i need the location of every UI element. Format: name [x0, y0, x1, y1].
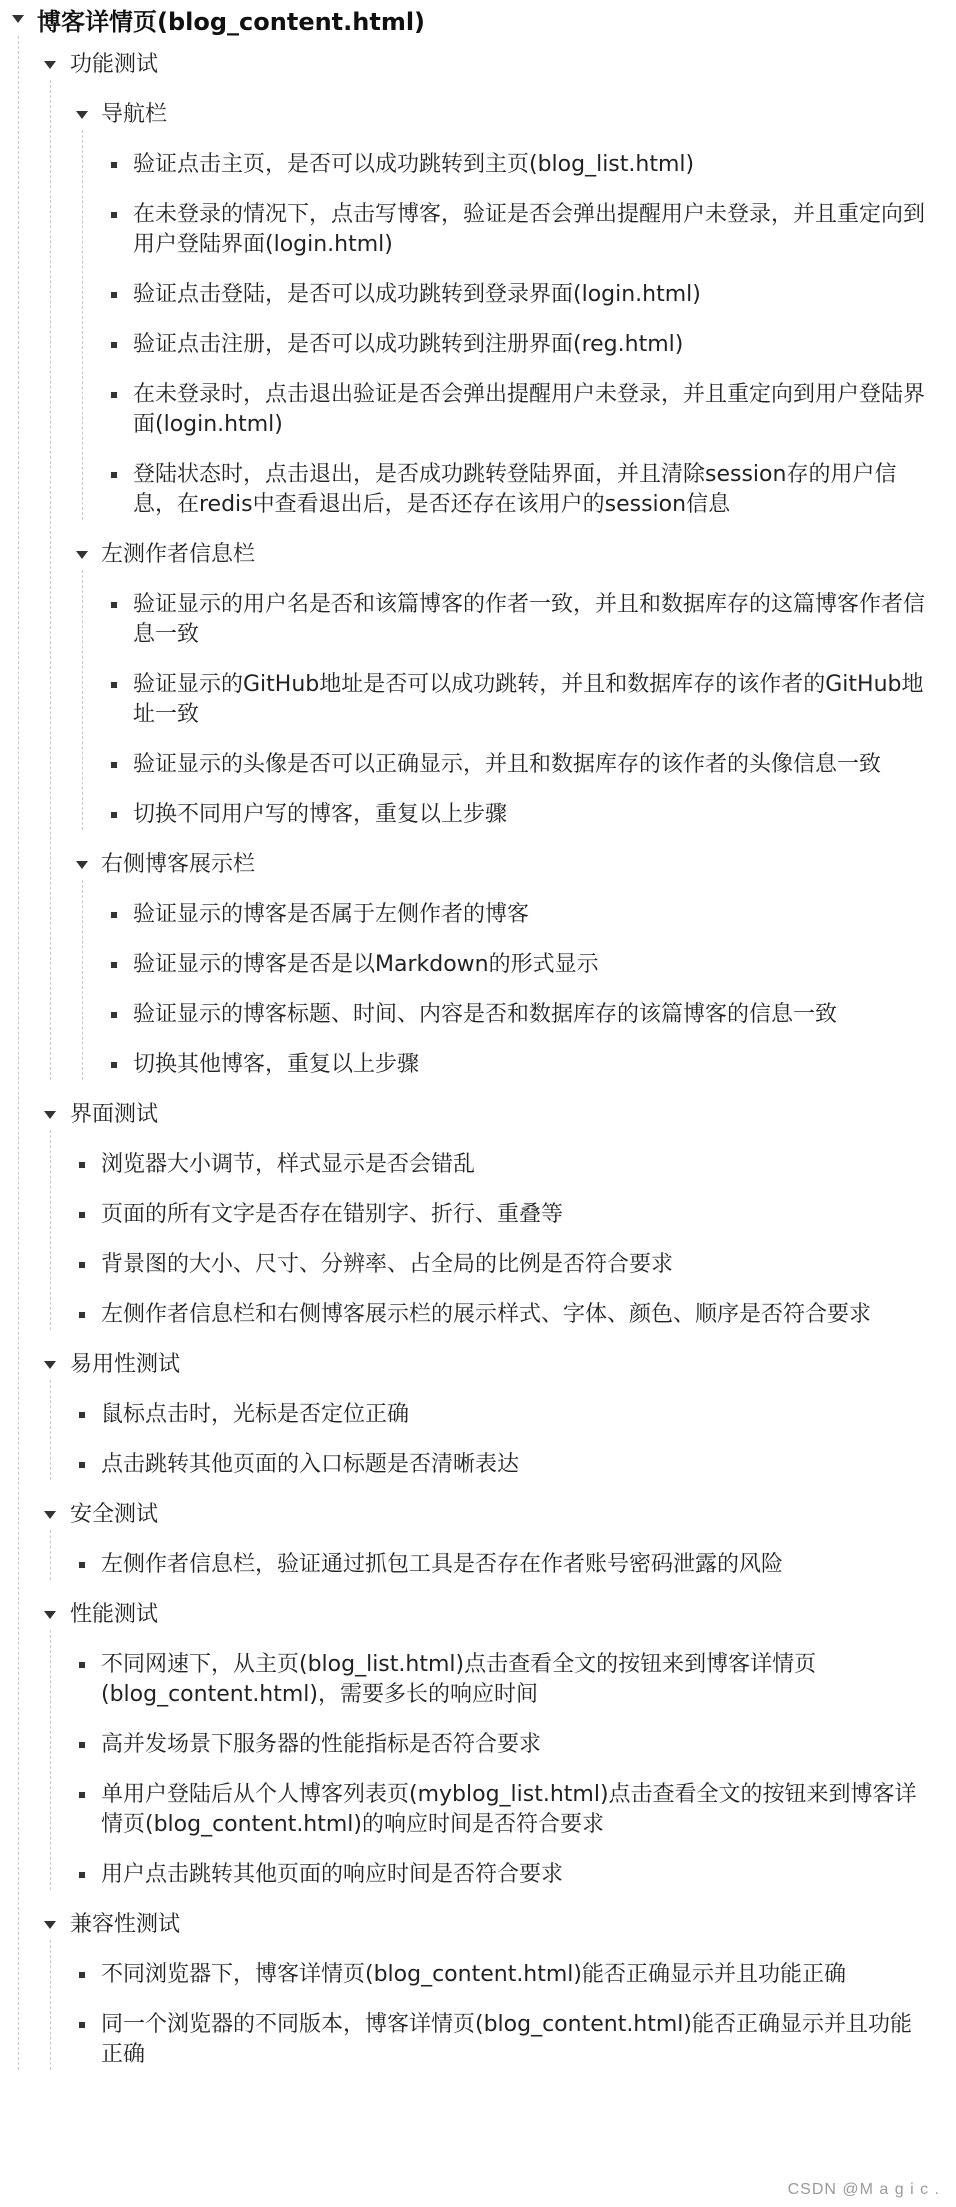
outline-item-text: 验证显示的博客是否是以Markdown的形式显示 — [133, 952, 599, 977]
caret-down-icon[interactable] — [44, 1111, 56, 1119]
outline-item-text: 不同网速下，从主页(blog_list.html)点击查看全文的按钮来到博客详情页(blog_content.html)，需要多长的响应时间 — [101, 1652, 817, 1707]
outline-item[interactable] — [0, 1030, 956, 1080]
outline-folder — [0, 36, 956, 1080]
outline-children — [0, 80, 956, 1080]
outline-item-text: 左侧作者信息栏，验证通过抓包工具是否存在作者账号密码泄露的风险 — [101, 1552, 784, 1577]
caret-down-icon[interactable] — [76, 111, 88, 119]
outline-item[interactable] — [0, 880, 956, 930]
outline-root-title: 博客详情页(blog_content.html) — [37, 8, 426, 36]
outline-folder-row[interactable] — [0, 1890, 956, 1940]
square-bullet-icon — [79, 1662, 85, 1668]
watermark: CSDN @M a g i c . — [787, 2181, 940, 2198]
outline-item[interactable] — [0, 1430, 956, 1480]
outline-item-text: 点击跳转其他页面的入口标题是否清晰表达 — [101, 1452, 520, 1477]
outline-item[interactable] — [0, 1630, 956, 1710]
square-bullet-icon — [79, 1562, 85, 1568]
caret-down-icon[interactable] — [44, 1361, 56, 1369]
outline-item[interactable] — [0, 310, 956, 360]
outline-item-text: 验证显示的博客是否属于左侧作者的博客 — [133, 902, 530, 927]
outline-item-text: 验证显示的用户名是否和该篇博客的作者一致，并且和数据库存的这篇博客作者信息一致 — [133, 592, 926, 647]
square-bullet-icon — [111, 212, 117, 218]
square-bullet-icon — [79, 1212, 85, 1218]
square-bullet-icon — [111, 762, 117, 768]
outline-item-text: 同一个浏览器的不同版本，博客详情页(blog_content.html)能否正确显示并且功能正确 — [101, 2012, 913, 2067]
outline-item[interactable] — [0, 1180, 956, 1230]
outline-folder-label: 界面测试 — [70, 1102, 159, 1127]
square-bullet-icon — [111, 292, 117, 298]
outline-item-text: 高并发场景下服务器的性能指标是否符合要求 — [101, 1732, 542, 1757]
outline-item-text: 鼠标点击时，光标是否定位正确 — [101, 1402, 410, 1427]
outline-item-text: 用户点击跳转其他页面的响应时间是否符合要求 — [101, 1862, 564, 1887]
outline-item-text: 左侧作者信息栏和右侧博客展示栏的展示样式、字体、颜色、顺序是否符合要求 — [101, 1302, 872, 1327]
outline-folder-row[interactable] — [0, 36, 956, 80]
square-bullet-icon — [111, 1062, 117, 1068]
outline-folder-label: 易用性测试 — [70, 1352, 181, 1377]
outline-folder-row[interactable] — [0, 80, 956, 130]
outline-item[interactable] — [0, 1230, 956, 1280]
outline-children — [0, 570, 956, 830]
caret-down-icon[interactable] — [76, 551, 88, 559]
outline-item-text: 在未登录时，点击退出验证是否会弹出提醒用户未登录，并且重定向到用户登陆界面(login.html) — [133, 382, 926, 437]
square-bullet-icon — [79, 1742, 85, 1748]
square-bullet-icon — [79, 1412, 85, 1418]
outline-children — [0, 1380, 956, 1480]
outline-folder — [0, 1480, 956, 1580]
outline-root-children — [0, 36, 956, 2070]
square-bullet-icon — [111, 342, 117, 348]
square-bullet-icon — [111, 392, 117, 398]
outline-children — [0, 880, 956, 1080]
outline-item[interactable] — [0, 360, 956, 440]
outline-folder-row[interactable] — [0, 1080, 956, 1130]
outline-item[interactable] — [0, 1940, 956, 1990]
square-bullet-icon — [79, 1462, 85, 1468]
outline-item-text: 不同浏览器下，博客详情页(blog_content.html)能否正确显示并且功能正确 — [101, 1962, 847, 1987]
square-bullet-icon — [111, 912, 117, 918]
outline-item[interactable] — [0, 130, 956, 180]
outline-folder — [0, 520, 956, 830]
square-bullet-icon — [111, 162, 117, 168]
caret-down-icon[interactable] — [12, 15, 24, 23]
square-bullet-icon — [111, 602, 117, 608]
outline-folder-label: 功能测试 — [70, 52, 159, 77]
square-bullet-icon — [79, 1312, 85, 1318]
outline-item-text: 验证显示的头像是否可以正确显示，并且和数据库存的该作者的头像信息一致 — [133, 752, 882, 777]
outline-folder — [0, 830, 956, 1080]
outline-item[interactable] — [0, 780, 956, 830]
caret-down-icon[interactable] — [44, 1611, 56, 1619]
square-bullet-icon — [79, 1872, 85, 1878]
outline-item-text: 验证点击注册，是否可以成功跳转到注册界面(reg.html) — [133, 332, 684, 357]
outline-item[interactable] — [0, 570, 956, 650]
outline-item[interactable] — [0, 1130, 956, 1180]
outline-item[interactable] — [0, 1710, 956, 1760]
square-bullet-icon — [79, 1792, 85, 1798]
outline-item[interactable] — [0, 180, 956, 260]
outline-item-text: 验证显示的博客标题、时间、内容是否和数据库存的该篇博客的信息一致 — [133, 1002, 838, 1027]
outline-folder-row[interactable] — [0, 1580, 956, 1630]
square-bullet-icon — [79, 1262, 85, 1268]
outline-item[interactable] — [0, 1760, 956, 1840]
caret-down-icon[interactable] — [44, 61, 56, 69]
outline-folder — [0, 1080, 956, 1330]
outline-folder-label: 左测作者信息栏 — [101, 542, 256, 567]
outline-item-text: 页面的所有文字是否存在错别字、折行、重叠等 — [101, 1202, 564, 1227]
outline-item[interactable] — [0, 1380, 956, 1430]
outline-item[interactable] — [0, 650, 956, 730]
outline-folder-label: 安全测试 — [70, 1502, 159, 1527]
outline-folder — [0, 1330, 956, 1480]
outline-item[interactable] — [0, 930, 956, 980]
outline-folder — [0, 1890, 956, 2070]
square-bullet-icon — [111, 962, 117, 968]
outline-item[interactable] — [0, 980, 956, 1030]
outline-item[interactable] — [0, 1280, 956, 1330]
outline-item-text: 背景图的大小、尺寸、分辨率、占全局的比例是否符合要求 — [101, 1252, 674, 1277]
outline-item-text: 单用户登陆后从个人博客列表页(myblog_list.html)点击查看全文的按钮来到博客详情页(blog_content.html)的响应时间是否符合要求 — [101, 1782, 917, 1837]
outline-folder-label: 右侧博客展示栏 — [101, 852, 256, 877]
outline-item-text: 切换不同用户写的博客，重复以上步骤 — [133, 802, 508, 827]
outline-item-text: 验证显示的GitHub地址是否可以成功跳转，并且和数据库存的该作者的GitHub地址一致 — [133, 672, 924, 727]
caret-down-icon[interactable] — [76, 861, 88, 869]
outline-item-text: 登陆状态时，点击退出，是否成功跳转登陆界面，并且清除session存的用户信息，在redis中查看退出后，是否还存在该用户的session信息 — [133, 462, 897, 517]
outline-children — [0, 1630, 956, 1890]
square-bullet-icon — [111, 682, 117, 688]
square-bullet-icon — [79, 2022, 85, 2028]
outline-children — [0, 1130, 956, 1330]
outline-folder — [0, 80, 956, 520]
outline-folder-row[interactable] — [0, 520, 956, 570]
square-bullet-icon — [111, 1012, 117, 1018]
outline-folder-label: 兼容性测试 — [70, 1912, 181, 1937]
square-bullet-icon — [79, 1162, 85, 1168]
outline-item[interactable] — [0, 1840, 956, 1890]
square-bullet-icon — [79, 1972, 85, 1978]
outline-item-text: 切换其他博客，重复以上步骤 — [133, 1052, 420, 1077]
outline-root-row[interactable] — [0, 0, 956, 36]
outline-folder-row[interactable] — [0, 1480, 956, 1530]
outline-item-text: 验证点击主页，是否可以成功跳转到主页(blog_list.html) — [133, 152, 695, 177]
outline-item[interactable] — [0, 260, 956, 310]
outline-item[interactable] — [0, 1990, 956, 2070]
outline-item-text: 验证点击登陆，是否可以成功跳转到登录界面(login.html) — [133, 282, 701, 307]
outline-folder-row[interactable] — [0, 830, 956, 880]
outline-item-text: 在未登录的情况下，点击写博客，验证是否会弹出提醒用户未登录，并且重定向到用户登陆界面(login.html) — [133, 202, 926, 257]
caret-down-icon[interactable] — [44, 1921, 56, 1929]
outline-item[interactable] — [0, 730, 956, 780]
outline-children — [0, 1940, 956, 2070]
outline-item-text: 浏览器大小调节，样式显示是否会错乱 — [101, 1152, 476, 1177]
outline-children — [0, 1530, 956, 1580]
outline-folder — [0, 1580, 956, 1890]
outline-folder-label: 性能测试 — [70, 1602, 159, 1627]
outline-folder-row[interactable] — [0, 1330, 956, 1380]
outline-item[interactable] — [0, 440, 956, 520]
outline-item[interactable] — [0, 1530, 956, 1580]
square-bullet-icon — [111, 472, 117, 478]
outline-children — [0, 130, 956, 520]
outline-folder-label: 导航栏 — [101, 102, 168, 127]
square-bullet-icon — [111, 812, 117, 818]
caret-down-icon[interactable] — [44, 1511, 56, 1519]
